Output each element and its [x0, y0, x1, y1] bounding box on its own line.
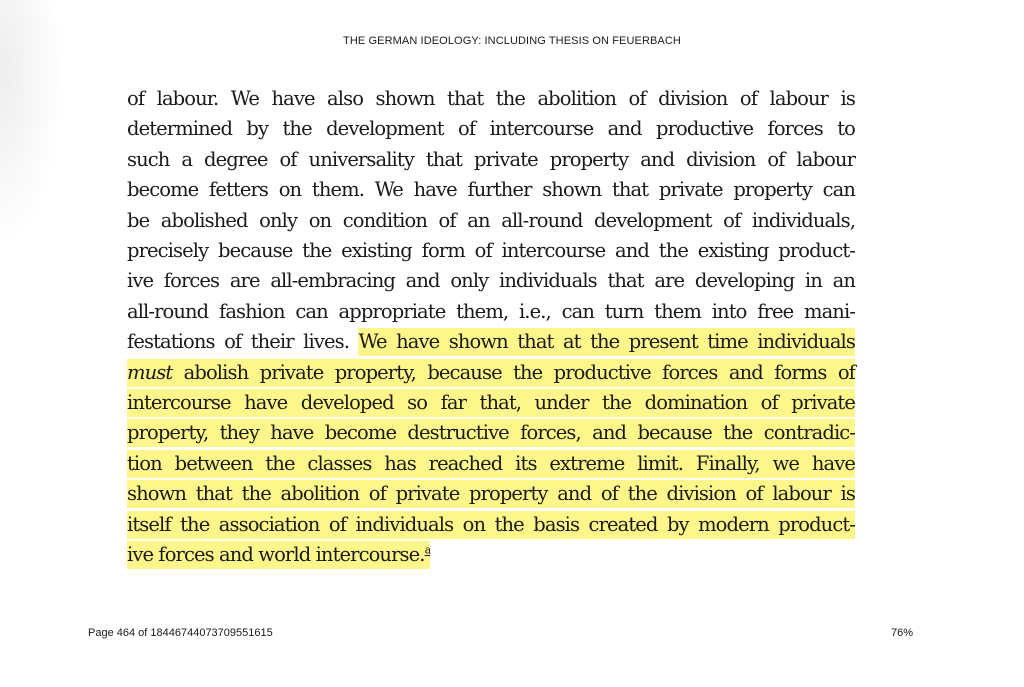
highlighted-text[interactable]: itself the association of individuals on the basis created by modern product- [127, 511, 855, 539]
text-line [127, 358, 855, 388]
text-line [127, 479, 855, 509]
text-line [127, 418, 855, 448]
highlighted-text[interactable] [127, 359, 855, 387]
text-line [127, 540, 855, 570]
text-line: of labour. We have also shown that the abolition of division of labour is [127, 87, 855, 110]
highlighted-text[interactable]: intercourse have developed so far that, under the domination of private [127, 389, 855, 417]
text-line [127, 388, 855, 418]
highlighted-text[interactable]: tion between the classes has reached its extreme limit. Finally, we have [127, 450, 855, 478]
page-body-text[interactable] [127, 84, 855, 571]
text-line: ive forces are all-embracing and only individuals that are developing in an [127, 269, 855, 293]
highlighted-text[interactable]: shown that the abolition of private property and of the division of labour is [127, 480, 855, 508]
highlighted-text-rest: abolish private property, because the productive forces and forms of [172, 360, 855, 384]
plain-text: festations of their lives. [127, 330, 359, 354]
text-line: such a degree of universality that private property and division of labour [127, 147, 855, 171]
text-line: be abolished only on condition of an all-round development of individuals, [127, 208, 855, 232]
text-line [127, 510, 855, 540]
running-header: THE GERMAN IDEOLOGY: INCLUDING THESIS ON FEUERBACH [343, 35, 681, 47]
text-line: determined by the development of intercourse and productive forces to [127, 117, 855, 141]
text-line [127, 449, 855, 479]
text-line [127, 327, 855, 357]
text-line: precisely because the existing form of intercourse and the existing product- [127, 239, 855, 263]
highlighted-text[interactable] [127, 541, 430, 569]
highlighted-text[interactable]: We have shown that at the present time individuals [358, 328, 855, 356]
text-line: all-round fashion can appropriate them, i.e., can turn them into free mani- [127, 299, 855, 323]
highlighted-text[interactable]: property, they have become destructive forces, and because the contradic- [127, 419, 855, 447]
footnote-link[interactable]: a [424, 543, 431, 557]
text-line: become fetters on them. We have further shown that private property can [127, 178, 855, 202]
page-indicator: Page 464 of 18446744073709551615 [88, 627, 273, 639]
reading-progress-percent: 76% [890, 627, 913, 639]
italic-emphasis: must [127, 360, 173, 384]
highlighted-text-end: ive forces and world intercourse. [127, 543, 425, 567]
